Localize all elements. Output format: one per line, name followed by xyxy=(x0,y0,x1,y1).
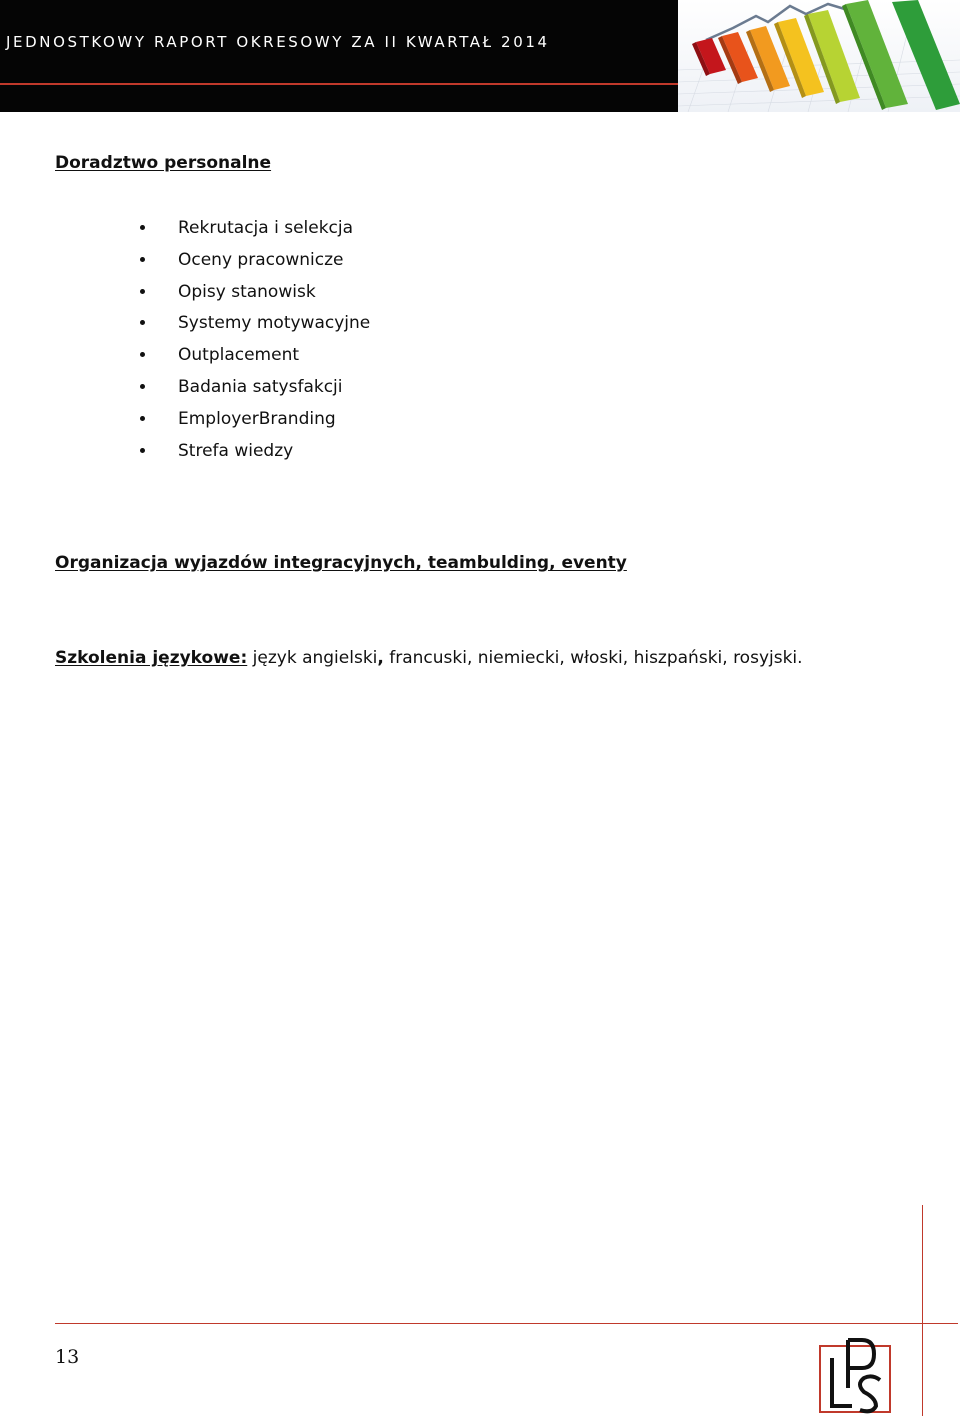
header-accent-line xyxy=(0,83,678,85)
bullet-icon xyxy=(140,384,145,389)
header-banner xyxy=(0,0,678,112)
header-title: JEDNOSTKOWY RAPORT OKRESOWY ZA II KWARTAŁ 2014 xyxy=(6,33,550,51)
section-title-doradztwo: Doradztwo personalne xyxy=(55,153,272,173)
list-item-text: Outplacement xyxy=(178,345,300,366)
bullet-icon xyxy=(140,257,145,262)
bar-chart-growth-icon xyxy=(678,0,960,112)
language-training-first: język angielski xyxy=(247,648,378,668)
bullet-icon xyxy=(140,416,145,421)
section-title-organizacja: Organizacja wyjazdów integracyjnych, teambulding, eventy xyxy=(55,553,627,573)
language-training-rest: francuski, niemiecki, włoski, hiszpański, rosyjski. xyxy=(383,648,803,668)
bullet-icon xyxy=(140,352,145,357)
list-item-text: Oceny pracownicze xyxy=(178,249,344,270)
bullet-icon xyxy=(140,225,145,230)
language-training-comma: , xyxy=(377,648,384,668)
footer-vertical-divider xyxy=(922,1205,923,1416)
list-item-text: Rekrutacja i selekcja xyxy=(178,218,354,238)
list-item-text: EmployerBranding xyxy=(178,408,336,429)
report-header xyxy=(0,0,960,112)
section-title-szkolenia: Szkolenia językowe: xyxy=(55,648,248,668)
bullet-icon xyxy=(140,448,145,453)
lps-logo-icon xyxy=(818,1336,894,1414)
bullet-icon xyxy=(140,320,145,325)
page-number: 13 xyxy=(55,1346,80,1368)
list-item-text: Badania satysfakcji xyxy=(178,376,343,397)
bullet-icon xyxy=(140,289,145,294)
footer-divider xyxy=(55,1323,958,1324)
list-item-text: Strefa wiedzy xyxy=(178,440,294,461)
language-training-line xyxy=(55,648,803,668)
list-item-text: Systemy motywacyjne xyxy=(178,313,371,334)
list-item-text: Opisy stanowisk xyxy=(178,281,316,302)
